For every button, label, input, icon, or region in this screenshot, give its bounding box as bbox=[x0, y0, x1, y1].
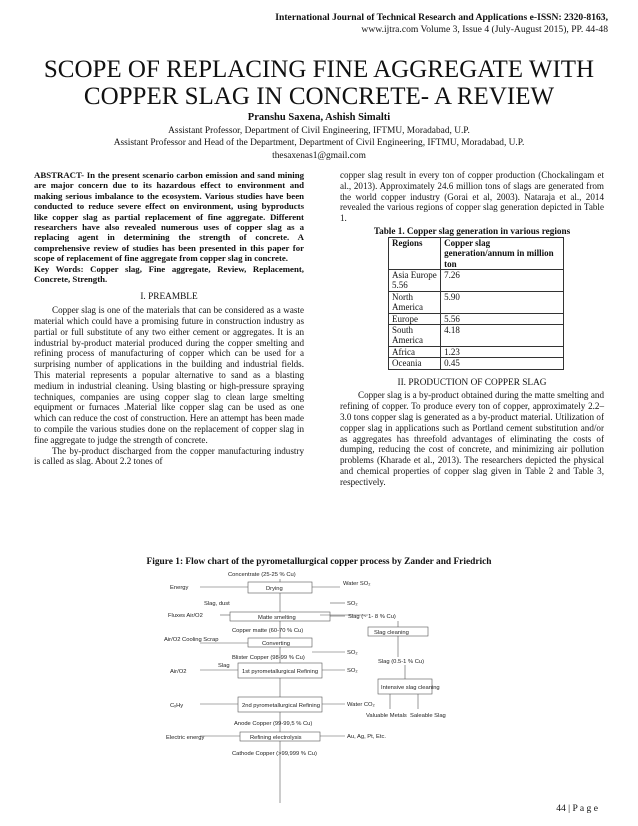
slag-label: Slag bbox=[218, 663, 230, 669]
so2-label-b: SO₂ bbox=[347, 650, 358, 656]
slag-cleaning-label: Slag cleaning bbox=[374, 630, 409, 636]
title-line-1: SCOPE OF REPLACING FINE AGGREGATE WITH bbox=[43, 56, 595, 83]
table-row bbox=[389, 346, 564, 357]
slag-1-8-label: Slag (~ 1- 8 % Cu) bbox=[348, 614, 396, 620]
right-column bbox=[340, 170, 604, 488]
table-cell: 5.56 bbox=[441, 313, 564, 324]
table-cell: South America bbox=[389, 325, 441, 347]
affiliation-2: Assistant Professor and Head of the Department, Department of Civil Engineering, IFTMU, Moradabad, U.P. bbox=[113, 138, 525, 148]
table-row bbox=[389, 291, 564, 313]
refining1-label: 1st pyrometallurgical Refining bbox=[242, 669, 319, 675]
cathode-label: Cathode Copper (>99,999 % Cu) bbox=[232, 751, 317, 757]
electric-energy-label: Electric energy bbox=[166, 735, 205, 741]
table-cell: Asia Europe 5.56 bbox=[389, 270, 441, 292]
air-cooling-label: Air/O2 Cooling Scrap bbox=[164, 637, 219, 643]
affiliation-1: Assistant Professor, Department of Civil Engineering, IFTMU, Moradabad, U.P. bbox=[168, 126, 470, 136]
blister-label: Blister Copper (98-99 % Cu) bbox=[232, 655, 305, 661]
energy-label: Energy bbox=[170, 585, 189, 591]
converting-label: Converting bbox=[262, 641, 291, 647]
table-1 bbox=[388, 237, 564, 370]
title-line-2: COPPER SLAG IN CONCRETE- A REVIEW bbox=[83, 83, 555, 110]
anode-label: Anode Copper (99-99,5 % Cu) bbox=[234, 721, 313, 727]
table-row bbox=[389, 325, 564, 347]
keywords: Key Words: Copper slag, Fine aggregate, Review, Replacement, Concrete, Strength. bbox=[34, 263, 304, 285]
drying-label: Drying bbox=[266, 586, 283, 592]
so2-label-c: SO₂ bbox=[347, 668, 358, 674]
author-email[interactable]: thesaxenas1@gmail.com bbox=[272, 151, 366, 161]
table-row bbox=[389, 313, 564, 324]
figure-1-flowchart bbox=[160, 569, 490, 815]
paragraph-slag-generation: copper slag result in every ton of copper production (Chockalingam et al., 2013). Approximately 24.6 million tons of slags are generated from the world copper industry (Gorai et al, 2003). Nataraja et al., 2014 revealed the various regions of copper slag generation depicted in Table 1. bbox=[340, 170, 604, 224]
figure-1-caption: Figure 1: Flow chart of the pyrometallurgical copper process by Zander and Friedrich bbox=[146, 557, 492, 567]
saleable-slag-label: Saleable Slag bbox=[410, 713, 446, 719]
table-header-cell: Copper slag generation/annum in million ton bbox=[441, 237, 564, 269]
page-number: 44 | P a g e bbox=[556, 803, 598, 814]
table-header-cell: Regions bbox=[389, 237, 441, 269]
table-cell: 7.26 bbox=[441, 270, 564, 292]
authors: Pranshu Saxena, Ashish Simalti bbox=[247, 112, 391, 123]
section-heading-preamble: I. PREAMBLE bbox=[140, 292, 198, 303]
table-row bbox=[389, 358, 564, 369]
table-cell: North America bbox=[389, 291, 441, 313]
journal-name: International Journal of Technical Research and Applications e-ISSN: 2320-8163, bbox=[275, 12, 608, 23]
electrolysis-label: Refining electrolysis bbox=[250, 735, 302, 741]
slag-05-label: Slag (0.5-1 % Cu) bbox=[378, 659, 425, 665]
table-cell: 0.45 bbox=[441, 358, 564, 369]
table-cell: Oceania bbox=[389, 358, 441, 369]
section-heading-production: II. PRODUCTION OF COPPER SLAG bbox=[397, 377, 547, 388]
valuable-metals-label: Valuable Metals bbox=[366, 713, 407, 719]
journal-issue: www.ijtra.com Volume 3, Issue 4 (July-August 2015), PP. 44-48 bbox=[361, 24, 608, 35]
abstract: ABSTRACT- In the present scenario carbon emission and sand mining are major concern due to its hazardous effect to environment and making serious imbalance to the ecosystem. Various studies have been conducted to reduce severe effect on environment, using byproducts like copper slag as partial replacement of fine aggregate. Different researchers have also revealed numerous uses of copper slag as a replacing agent in determining the strength of concrete. A comprehensive review of studies has been presented in this paper for scope of replacement of fine aggregate from copper slag in concrete. bbox=[34, 170, 304, 264]
copper-matte-label: Copper matte (60-70 % Cu) bbox=[232, 628, 304, 634]
table-cell: Europe bbox=[389, 313, 441, 324]
table-cell: Africa bbox=[389, 346, 441, 357]
au-ag-label: Au, Ag, Pt, Etc. bbox=[347, 734, 386, 740]
fluxes-label: Fluxes Air/O2 bbox=[168, 613, 203, 619]
table-row bbox=[389, 270, 564, 292]
so2-label-a: SO₂ bbox=[347, 601, 358, 607]
paragraph-preamble-1: Copper slag is one of the materials that can be considered as a waste material which could have a promising future in construction industry as partial or full substitute of any two either cement or aggregates. It is an industrial by-product material produced during the copper smelting and refining process of manufacturing of copper which can be used for a surprising number of applications in the building and industrial fields. This material represents a popular alternative to sand as a blasting medium in industrial cleaning. Using blasting or high-pressure spraying techniques, companies are using copper slag to clean large smelting equipment or furnaces .Material like copper slag can be used as one which can reduce the cost of construction. Here an attempt has been made to compile the various studies done on the replacement of copper slag in fine aggregate to judge the strength of concrete. bbox=[34, 305, 304, 445]
table-cell: 1.23 bbox=[441, 346, 564, 357]
water-co2-label: Water CO₂ bbox=[347, 702, 375, 708]
air-o2-label: Air/O2 bbox=[170, 669, 187, 675]
paragraph-production: Copper slag is a by-product obtained during the matte smelting and refining of copper. To produce every ton of copper, approximately 2.2–3.0 tons copper slag is generated as a by-product material. Utilization of copper slag in applications such as Portland cement substitution and/or as aggregates has threefold advantages of eliminating the costs of dumping, reducing the cost of concrete, and minimizing air pollution problems (Kharade et al., 2013). The researchers depicted the physical and chemical properties of copper slag given in Table 2 and Table 3, respectively. bbox=[340, 390, 604, 487]
matte-smelting-label: Matte smelting bbox=[258, 615, 296, 621]
paper-title bbox=[20, 56, 618, 110]
left-column bbox=[34, 170, 304, 467]
concentrate-label: Concentrate (25-25 % Cu) bbox=[228, 572, 296, 578]
refining2-label: 2nd pyrometallurgical Refining bbox=[242, 703, 320, 709]
table-header-row bbox=[389, 237, 564, 269]
paragraph-preamble-2: The by-product discharged from the copper manufacturing industry is called as slag. About 2.2 tones of bbox=[34, 445, 304, 467]
table-1-title: Table 1. Copper slag generation in various regions bbox=[373, 225, 571, 236]
journal-header bbox=[168, 12, 608, 36]
table-cell: 4.18 bbox=[441, 325, 564, 347]
slag-dust-label: Slag, dust bbox=[204, 601, 230, 607]
table-cell: 5.90 bbox=[441, 291, 564, 313]
intensive-slag-label: Intensive slag cleaning bbox=[381, 685, 440, 691]
chhy-label: CₓHy bbox=[170, 703, 184, 709]
water-so2-label: Water SO₂ bbox=[343, 581, 371, 587]
